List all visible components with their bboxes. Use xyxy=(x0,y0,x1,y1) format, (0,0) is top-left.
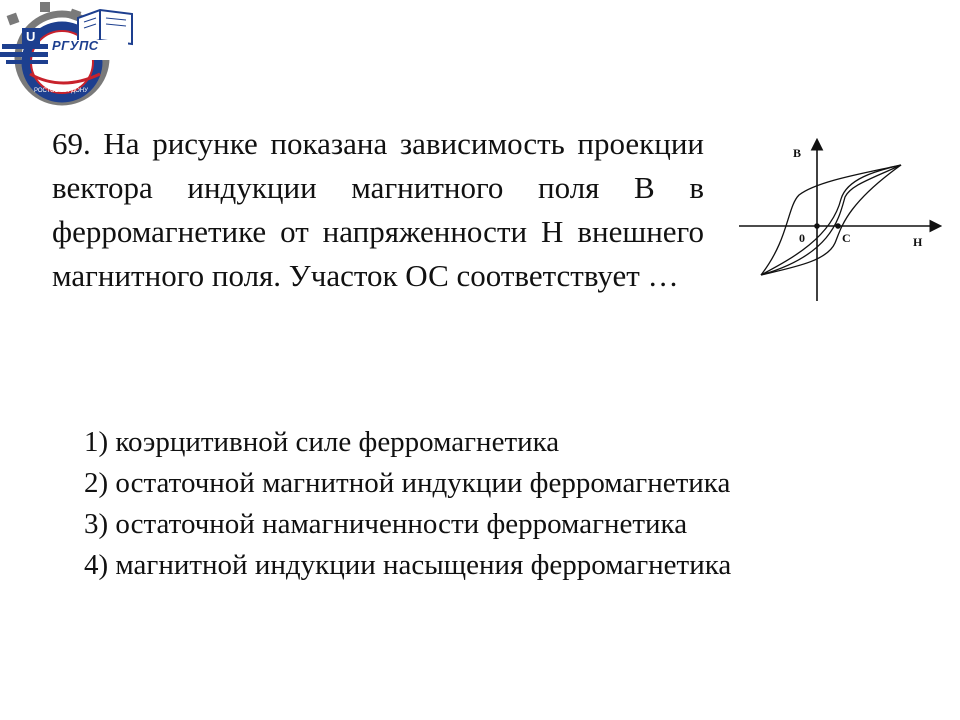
answer-list xyxy=(84,422,944,586)
logo-letter: U xyxy=(26,29,36,44)
logo-text: РГУПС xyxy=(52,38,99,53)
answer-option-1[interactable]: 1) коэрцитивной силе ферромагнетика xyxy=(84,426,560,458)
h-axis-label: H xyxy=(913,235,923,249)
answer-option-2[interactable]: 2) остаточной магнитной индукции ферромагнетика xyxy=(84,467,731,499)
point-c xyxy=(835,223,841,229)
origin-label: 0 xyxy=(799,231,805,245)
answer-option-3[interactable]: 3) остаточной намагниченности ферромагнетика xyxy=(84,508,688,540)
answer-option-4[interactable]: 4) магнитной индукции насыщения ферромагнетика xyxy=(84,549,732,581)
point-c-label: C xyxy=(842,231,851,245)
b-axis-label: B xyxy=(793,146,802,160)
origin-point xyxy=(814,223,820,229)
university-logo xyxy=(0,0,150,110)
question-text: 69. На рисунке показана зависимость проекции вектора индукции магнитного поля В в ферромагнетике от напряженности Н внешнего магнитного поля. Участок ОС соответствует … xyxy=(52,126,704,293)
hysteresis-diagram xyxy=(735,135,945,305)
logo-emblem-icon xyxy=(0,0,150,110)
logo-ring-text: РОСТОВ-НА-ДОНУ xyxy=(34,88,88,94)
